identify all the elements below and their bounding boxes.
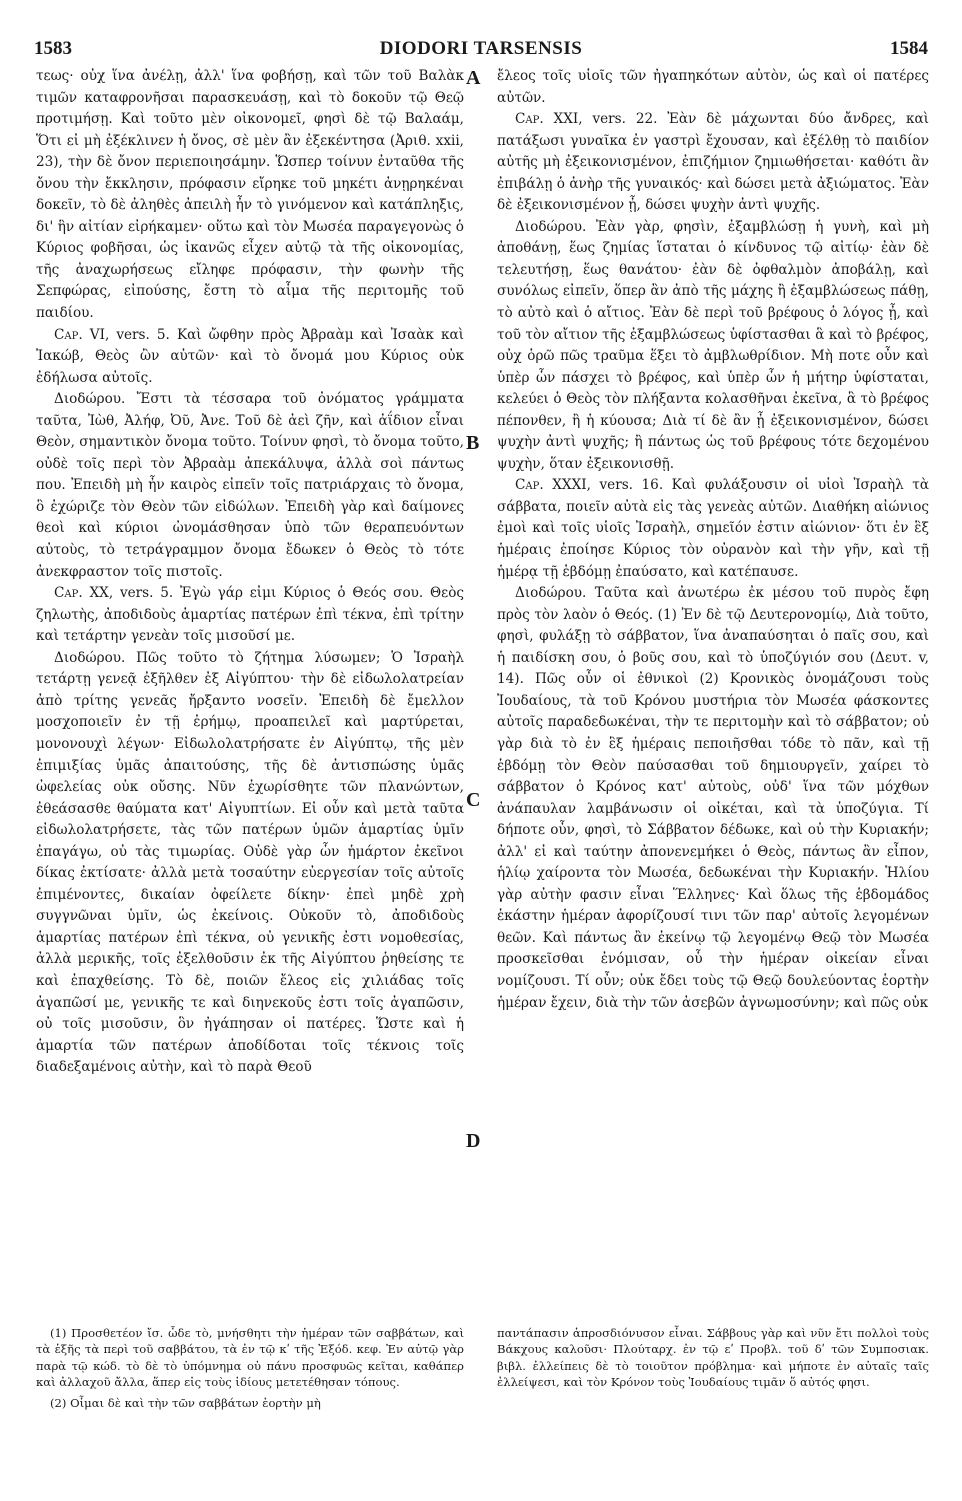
paragraph: Διοδώρου. Ταῦτα καὶ ἀνωτέρω ἐκ μέσου τοῦ πυρὸς ἔφη πρὸς τὸν λαὸν ὁ Θεός. (1) Ἐν δὲ τῷ Δευτερονομίῳ, Διὰ τοῦτο, φησὶ, φυλάξῃ τὸ σάββατον, ἵνα ἀναπαύσηται ὁ παῖς σου, καὶ ἡ παιδίσκη σου, ὁ βοῦς σου, καὶ τὸ ὑποζύγιόν σου (Δευτ. v, 14). Πῶς οὖν οἱ ἐθνικοὶ (2) Κρονικὸς ὀνομάζουσι τοὺς Ἰουδαίους, τὰ τοῦ Κρόνου μυστήρια τὸν Μωσέα φάσκοντες αὐτοῖς παραδεδωκέναι, τὴν τε περιτομὴν καὶ τὸ σάββατον; οὐ γὰρ διὰ τὸ ἐν ἓξ ἡμέραις πεποιῆσθαι τόδε τὸ πᾶν, καὶ τῇ ἑβδόμῃ τὸν Θεὸν παύσασθαι τοῦ δημιουργεῖν, χαίρει τὸ σάββατον ὁ Κρόνος κατ' αὐτοὺς, οὐδ' ἵνα τῶν μόχθων ἀνάπαυλαν λαμβάνωσιν οἱ οἰκέται, καὶ τὰ ὑποζύγια. Τί δήποτε οὖν, φησὶ, τὸ Σάββατον δέδωκε, καὶ οὐ τὴν Κυριακήν; ἀλλ' εἰ καὶ ταύτην ἀπονενεμήκει ὁ Θεὸς, πάντως ἂν εἶπον, ἡλίῳ χαίροντα τὸν Μωσέα, δεδωκέναι τὴν Κυριακήν. Ἡλίου γὰρ αὐτὴν φασιν εἶναι Ἕλληνες· Καὶ ὅλως τῆς ἑβδομάδος ἑκάστην ἡμέραν ἀφορίζουσί τινι τῶν παρ' αὐτοῖς λεγομένων θεῶν. Καὶ πάντως ἂν ἐκείνῳ τῷ λεγομένῳ Θεῷ τὸν Μωσέα προσκεῖσθαι ἐνόμισαν, οὗ τὴν ἡμέραν οἰκείαν εἶναι νομίζουσι. Τί οὖν; οὐκ ἔδει τοὺς τῷ Θεῷ δουλεύοντας ἑορτὴν ἡμέραν ἔχειν, διὰ τὴν τῶν ἀσεβῶν ἀγνωμοσύνην; καὶ πῶς οὐκ (497, 585, 929, 1011)
chapter-text: XXXI, vers. 16. Καὶ φυλάξουσιν οἱ υἱοὶ Ἰσραὴλ τὰ σάββατα, ποιεῖν αὐτὰ εἰς τὰς γενεὰς αὐτῶν. Διαθήκη αἰώνιος ἐμοὶ καὶ τοῖς υἱοῖς Ἰσραὴλ, σημεῖόν ἐστιν αἰώνιον· ὅτι ἐν ἓξ ἡμέραις ἐποίησε Κύριος τὸν οὐρανὸν καὶ τὴν γῆν, καὶ τῇ ἡμέρᾳ τῇ ἑβδόμῃ ἐπαύσατο, καὶ κατέπαυσε. (497, 477, 929, 580)
footnote: (1) Προσθετέον ἴσ. ὧδε τὸ, μνήσθητι τὴν ἡμέραν τῶν σαββάτων, καὶ τὰ ἑξῆς τὰ περὶ τοῦ σαββάτου, τὰ ἐν τῷ κʹ τῆς Ἐξόδ. κεφ. Ἐν αὐτῷ γὰρ παρὰ τῷ κώδ. τὸ δὲ τὸ ὑπόμνημα οὐ πάνυ προσφυῶς κεῖται, καθάπερ καὶ ἀλλαχοῦ ἄλλα, ἅπερ εἰς τοὺς ἰδίους μετετέθησαν τόπους. (36, 1326, 464, 1390)
margin-letter-c: C (466, 789, 481, 811)
chapter-abbrev: Cap. (54, 585, 83, 602)
chapter-abbrev: Cap. (515, 477, 544, 494)
page-number-left: 1583 (34, 38, 72, 59)
chapter-paragraph (36, 583, 464, 648)
chapter-paragraph (36, 325, 464, 390)
paragraph: Διοδώρου. Ἔστι τὰ τέσσαρα τοῦ ὀνόματος γράμματα ταῦτα, Ἰὼθ, Ἀλήφ, Ὀῦ, Ἀνε. Τοῦ δὲ ἀεὶ ζῆν, καὶ ἀΐδιον εἶναι Θεὸν, σημαντικὸν ὄνομα τοῦτο. Τοίνυν φησὶ, τὸ ὄνομα τοῦτο, οὐδὲ τοῖς περὶ τὸν Ἀβραὰμ ἀπεκάλυψα, ἀλλὰ σοὶ πάντως που. Ἐπειδὴ μὴ ἦν καιρὸς εἰπεῖν τοῖς πατριάρχαις τὸ ὄνομα, ὃ ἐχώριζε τὸν Θεὸν τῶν εἰδώλων. Ἐπειδὴ γὰρ καὶ δαίμονες θεοὶ καὶ κύριοι ὠνομάσθησαν ὑπὸ τῶν θεραπευόντων αὐτοὺς, τὸ τετράγραμμον ὄνομα ἔδωκεν ὁ Θεὸς τὸ τότε ἀνεκφραστον τοῖς πιστοῖς. (36, 391, 464, 580)
footnotes-left (36, 1325, 464, 1411)
footnote: (2) Οἶμαι δὲ καὶ τὴν τῶν σαββάτων ἑορτὴν μὴ (50, 1395, 321, 1410)
chapter-paragraph (497, 109, 929, 217)
paragraph: ἔλεος τοῖς υἱοῖς τῶν ἠγαπηκότων αὐτὸν, ὡς καὶ οἱ πατέρες αὐτῶν. (497, 68, 929, 106)
right-column (497, 66, 929, 1081)
chapter-abbrev: Cap. (54, 326, 83, 343)
margin-letter-a: A (466, 67, 481, 89)
chapter-text: XXI, vers. 22. Ἐὰν δὲ μάχωνται δύο ἄνδρες, καὶ πατάξωσι γυναῖκα ἐν γαστρὶ ἔχουσαν, καὶ ἐξέλθῃ τὸ παιδίον αὐτῆς μὴ ἐξεικονισμένον, ἐπιζήμιον ζημιωθήσεται· καθότι ἂν ἐπιβάλῃ ὁ ἀνὴρ τῆς γυναικός· καὶ δώσει μετὰ ἀξιώματος. Ἐὰν δὲ ἐξεικονισμένον ᾖ, δώσει ψυχὴν ἀντὶ ψυχῆς. (497, 111, 929, 214)
margin-letter-d: D (466, 1130, 481, 1152)
chapter-text: VI, vers. 5. Καὶ ὤφθην πρὸς Ἀβραὰμ καὶ Ἰσαὰκ καὶ Ἰακώβ, Θεὸς ὢν αὐτῶν· καὶ τὸ ὄνομά μου Κύριος οὐκ ἐδήλωσα αὐτοῖς. (36, 326, 464, 386)
margin-letter-b: B (466, 432, 480, 454)
paragraph: τεως· οὐχ ἵνα ἀνέλῃ, ἀλλ' ἵνα φοβήσῃ, καὶ τῶν τοῦ Βαλὰκ τιμῶν καταφρονῆσαι παρασκευάσῃ, καὶ τὸ δοκοῦν τῷ Θεῷ προτιμήσῃ. Καὶ τοῦτο μὲν οἰκονομεῖ, φησὶ δὲ τῷ Βαλαάμ, Ὅτι εἰ μὴ ἐξέκλινεν ἡ ὄνος, σὲ μὲν ἂν ἐξεκέντησα (Ἀριθ. xxii, 23), τὴν δὲ ὄνον περιεποιησάμην. Ὥσπερ τοίνυν ἐνταῦθα τῆς ὄνου τὴν ἔκκλησιν, πρόφασιν εἴρηκε τοῦ μηκέτι ἀνῃρηκέναι δοκεῖν, τὸ δὲ ἀληθὲς ἀπειλὴ ἦν τὸ γινόμενον καὶ κατάπληξις, δι' ἣν αἰτίαν εἰρήκαμεν· οὕτω καὶ τὸν Μωσέα παραγεγονὼς ὁ Κύριος φοβῆσαι, ὡς ἱκανῶς εἶχεν αὐτῷ τὰ τῆς οἰκονομίας, τῆς ἀναχωρήσεως εἴληφε πρόφασιν, τὴν φωνὴν τῆς Σεπφώρας, εἰπούσης, ἔστη τὸ αἷμα τῆς περιτομῆς τοῦ παιδίου. (36, 68, 464, 322)
left-column (36, 66, 464, 1081)
running-header (34, 38, 928, 62)
paragraph: Διοδώρου. Ἐὰν γὰρ, φησὶν, ἐξαμβλώσῃ ἡ γυνὴ, καὶ μὴ ἀποθάνῃ, ἕως ζημίας ἵσταται ὁ κίνδυνος τῷ αἰτίῳ· ἐὰν δὲ τελευτήσῃ, ἕως θανάτου· ἐὰν δὲ ὀφθαλμὸν ἀποβάλῃ, καὶ συνόλως εἰπεῖν, ὅπερ ἂν ἀπὸ τῆς μάχης ἢ ἐξαμβλώσεως πάθῃ, τὸ αὐτὸ καὶ ὁ αἴτιος. Ἐὰν δὲ περὶ τοῦ βρέφους ὁ λόγος ᾖ, καὶ τοῦ τὸν αἴτιον τῆς ἐξαμβλώσεως ὑφίστασθαι ἃ καὶ τὸ βρέφος, οὐχ ὁρῶ πῶς τραῦμα ἕξει τὸ ἀμβλωθρίδιον. Μὴ ποτε οὖν καὶ ὑπὲρ ὧν πάσχει τὸ βρέφος, καὶ ὑπὲρ ὧν ἡ μήτηρ ὑφίσταται, κελεύει ὁ Θεὸς τὸν πλήξαντα κολασθῆναι ἐκεῖνα, ἃ τὸ βρέφος πέπονθεν, ἢ ἡ κύουσα; Διὰ τί δὲ ἂν ᾖ ἐξεικονισμένον, δώσει ψυχὴν ἀντὶ ψυχῆς; ἢ πάντως ὡς τοῦ βρέφους τότε δεχομένου ψυχὴν, ὅταν ἐξεικονισθῇ. (497, 218, 929, 472)
footnote-continuation: παντάπασιν ἀπροσδιόνυσον εἶναι. Σάββους γὰρ καὶ νῦν ἔτι πολλοὶ τοὺς Βάκχους καλοῦσι· Πλούταρχ. ἐν τῷ εʹ Προβλ. τοῦ δʹ τῶν Συμποσιακ. βιβλ. ἐλλείπεις δὲ τὸ τοιοῦτον πρόβλημα· καὶ μήποτε ἐν αὐταῖς ταῖς ἐλλείψεσι, καὶ τὸν Κρόνον τοὺς Ἰουδαίους τιμᾶν ὅ αὐτός φησι. (497, 1326, 929, 1390)
chapter-text: XX, vers. 5. Ἐγὼ γάρ εἰμι Κύριος ὁ Θεός σου. Θεὸς ζηλωτὴς, ἀποδιδοὺς ἁμαρτίας πατέρων ἐπὶ τέκνα, ἐπὶ τρίτην καὶ τετάρτην γενεὰν τοῖς μισοῦσί με. (36, 585, 464, 645)
chapter-abbrev: Cap. (515, 111, 544, 128)
paragraph: Διοδώρου. Πῶς τοῦτο τὸ ζήτημα λύσωμεν; Ὁ Ἰσραὴλ τετάρτῃ γενεᾷ ἐξῆλθεν ἐξ Αἰγύπτου· τὴν δὲ εἰδωλολατρείαν ἀπὸ τρίτης γενεᾶς ἤρξαντο νοσεῖν. Ἐπειδὴ δὲ ἔμελλον μοσχοποιεῖν ἐν τῇ ἐρήμῳ, προαπειλεῖ καὶ μαρτύρεται, μονονουχὶ λέγων· Εἰδωλολατρήσατε ἐν Αἰγύπτῳ, τῆς μὲν ἐπιμιξίας ὑμᾶς ἀπαιτούσης, τῆς δὲ ἀντισπώσης ὑμᾶς ὠφελείας οὐκ οὔσης. Νῦν ἐχωρίσθητε τῶν πλανώντων, ἐθεάσασθε θαύματα κατ' Αἰγυπτίων. Εἰ οὖν καὶ μετὰ ταῦτα εἰδωλολατρήσετε, τὰς τῶν πατέρων ὑμῶν ἁμαρτίας ὑμῖν ἐπαγάγω, οὐ τὰς τιμωρίας. Οὐδὲ γὰρ ὧν ἡμάρτον ἐκεῖνοι δίκας ἐκτίσατε· ἀλλὰ μετὰ τοσαύτην εὐεργεσίαν τοῖς αὐτοῖς ἐπιμένοντες, δικαίαν ὀφείλετε δίκην· ἐπεὶ μηδὲ χρὴ συγγνῶναι ὑμῖν, ὡς ἐκείνοις. Οὐκοῦν τὸ, ἀποδιδοὺς ἁμαρτίας πατέρων ἐπὶ τέκνα, οὐ γενικῆς ἐστι νομοθεσίας, ἀλλὰ μερικῆς, τοῖς ἐξελθοῦσιν ἐκ τῆς Αἰγύπτου ῥηθείσης τε καὶ ἐπαχθείσης. Τὸ δὲ, ποιῶν ἔλεος εἰς χιλιάδας τοῖς ἀγαπῶσί με, γενικῆς τε καὶ διηνεκοῦς ἐστι τοῖς ἀγαπῶσιν, οὐ τοῖς μισοῦσιν, ὃν ἠγάπησαν οἱ πατέρες. Ὥστε καὶ ἡ ἁμαρτία τῶν πατέρων ἀποδίδοται τοῖς τέκνοις τοῖς διαδεξαμένοις αὐτὴν, καὶ τὸ παρὰ Θεοῦ (36, 649, 464, 1076)
page-number-right: 1584 (890, 38, 928, 59)
running-title: DIODORI TARSENSIS (379, 38, 583, 59)
chapter-paragraph (497, 475, 929, 583)
footnotes-right (497, 1325, 929, 1391)
